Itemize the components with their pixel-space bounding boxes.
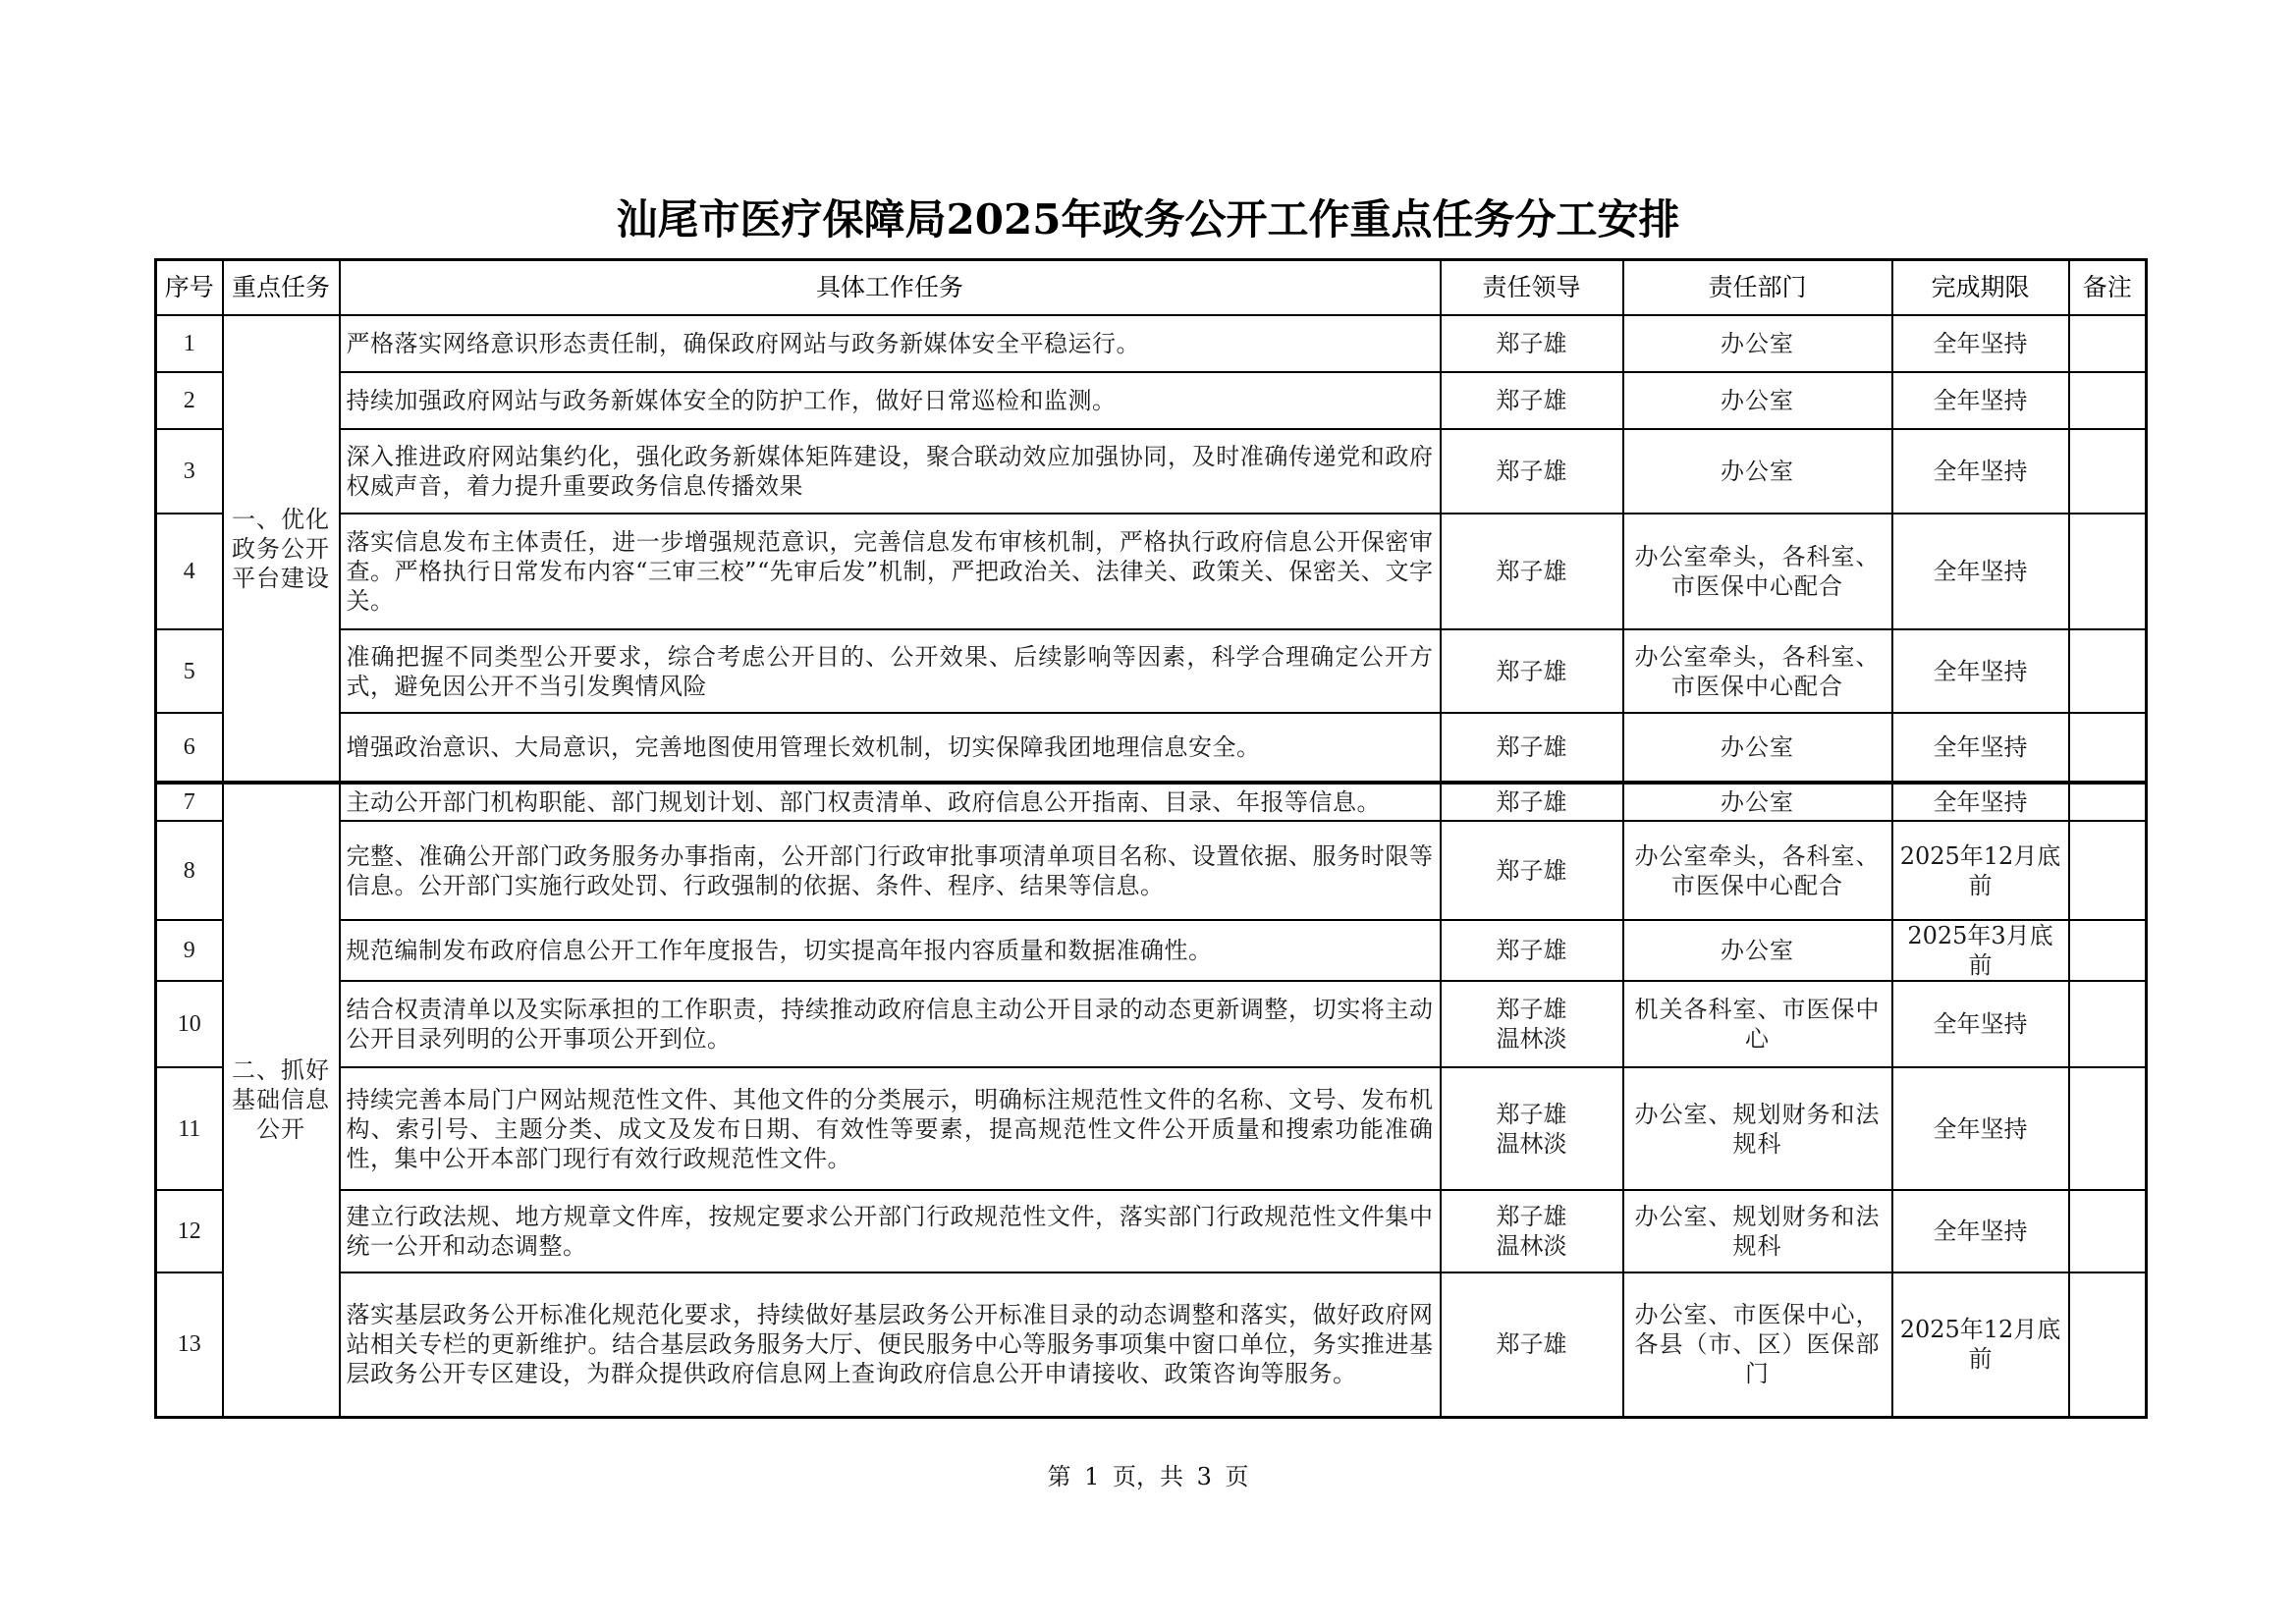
deadline-cell-line: 全年坚持 [1933, 788, 2028, 816]
deadline-cell [1892, 429, 2069, 514]
note-cell [2069, 1190, 2147, 1272]
leader-cell [1441, 514, 1623, 629]
deadline-cell [1892, 821, 2069, 920]
leader-cell-line: 温林淡 [1496, 1025, 1567, 1053]
header-key-task: 重点任务 [223, 260, 340, 316]
leader-cell [1441, 783, 1623, 821]
department-cell-line: 市医保中心配合 [1671, 572, 1843, 600]
row-seq: 10 [156, 981, 223, 1067]
leader-cell-line: 郑子雄 [1496, 558, 1567, 585]
deadline-cell-line: 前 [1968, 1345, 1993, 1374]
leader-cell-line: 郑子雄 [1496, 330, 1567, 357]
leader-cell-line: 郑子雄 [1496, 458, 1567, 485]
deadline-cell [1892, 372, 2069, 429]
note-cell [2069, 783, 2147, 821]
table-row [156, 429, 2147, 514]
department-cell [1623, 713, 1892, 783]
department-cell [1623, 821, 1892, 920]
work-task-cell: 结合权责清单以及实际承担的工作职责，持续推动政府信息主动公开目录的动态更新调整，切实将主动公开目录列明的公开事项公开到位。 [340, 981, 1441, 1067]
note-cell [2069, 429, 2147, 514]
table-row [156, 315, 2147, 372]
key-task-label-line: 政务公开 [232, 534, 330, 563]
department-cell [1623, 514, 1892, 629]
deadline-cell [1892, 315, 2069, 372]
leader-cell [1441, 920, 1623, 981]
note-cell [2069, 981, 2147, 1067]
key-task-label-line: 二、抓好 [232, 1056, 330, 1085]
deadline-cell-line: 全年坚持 [1933, 1218, 2028, 1245]
department-cell-line: 规科 [1732, 1232, 1782, 1260]
work-task-cell: 落实信息发布主体责任，进一步增强规范意识，完善信息发布审核机制，严格执行政府信息公开保密审查。严格执行日常发布内容“三审三校”“先审后发”机制，严把政治关、法律关、政策关、保密关、文字关。 [340, 514, 1441, 629]
department-cell-line: 办公室 [1721, 330, 1794, 357]
leader-cell [1441, 821, 1623, 920]
leader-cell-line: 郑子雄 [1496, 1100, 1567, 1128]
header-seq: 序号 [156, 260, 223, 316]
leader-cell-line: 温林淡 [1496, 1129, 1567, 1158]
department-cell-line: 心 [1745, 1025, 1770, 1053]
deadline-cell-line: 全年坚持 [1933, 657, 2028, 685]
department-cell [1623, 315, 1892, 372]
department-cell [1623, 372, 1892, 429]
leader-cell-line: 郑子雄 [1496, 657, 1567, 685]
deadline-cell-line: 全年坚持 [1933, 387, 2028, 414]
key-task-group [223, 783, 340, 1417]
note-cell [2069, 713, 2147, 783]
table-header-row [156, 260, 2147, 316]
department-cell-line: 各县（市、区）医保部 [1634, 1330, 1881, 1359]
header-note: 备注 [2069, 260, 2147, 316]
leader-cell [1441, 629, 1623, 713]
row-seq: 3 [156, 429, 223, 514]
header-department: 责任部门 [1623, 260, 1892, 316]
row-seq: 12 [156, 1190, 223, 1272]
department-cell-line: 办公室牵头，各科室、 [1634, 642, 1881, 671]
document-title: 汕尾市医疗保障局2025年政务公开工作重点任务分工安排 [616, 195, 1680, 244]
work-task-cell: 落实基层政务公开标准化规范化要求，持续做好基层政务公开标准目录的动态调整和落实，做好政府网站相关专栏的更新维护。结合基层政务服务大厅、便民服务中心等服务事项集中窗口单位，务实推进基层政务公开专区建设，为群众提供政府信息网上查询政府信息公开申请接收、政策咨询等服务。 [340, 1272, 1441, 1417]
department-cell-line: 机关各科室、市医保中 [1634, 996, 1881, 1023]
deadline-cell [1892, 514, 2069, 629]
department-cell [1623, 629, 1892, 713]
row-seq: 9 [156, 920, 223, 981]
row-seq: 8 [156, 821, 223, 920]
leader-cell [1441, 713, 1623, 783]
work-task-cell: 持续加强政府网站与政务新媒体安全的防护工作，做好日常巡检和监测。 [340, 372, 1441, 429]
department-cell [1623, 920, 1892, 981]
note-cell [2069, 1067, 2147, 1190]
deadline-cell-line: 全年坚持 [1933, 1114, 2028, 1143]
table-row [156, 1272, 2147, 1417]
key-task-label-line: 基础信息 [232, 1086, 330, 1114]
leader-cell-line: 郑子雄 [1496, 788, 1567, 816]
key-task-group [223, 315, 340, 783]
deadline-cell-line: 全年坚持 [1933, 558, 2028, 585]
table-row [156, 713, 2147, 783]
note-cell [2069, 1272, 2147, 1417]
work-task-cell: 主动公开部门机构职能、部门规划计划、部门权责清单、政府信息公开指南、目录、年报等信息。 [340, 783, 1441, 821]
row-seq: 5 [156, 629, 223, 713]
deadline-cell-line: 全年坚持 [1933, 458, 2028, 485]
leader-cell-line: 郑子雄 [1496, 856, 1567, 885]
table-row [156, 821, 2147, 920]
note-cell [2069, 372, 2147, 429]
table-row [156, 920, 2147, 981]
deadline-cell-line: 全年坚持 [1933, 1010, 2028, 1038]
key-task-label-line: 一、优化 [232, 505, 330, 533]
table-row [156, 629, 2147, 713]
leader-cell [1441, 315, 1623, 372]
leader-cell [1441, 429, 1623, 514]
deadline-cell [1892, 1190, 2069, 1272]
department-cell-line: 门 [1745, 1360, 1770, 1388]
deadline-cell [1892, 783, 2069, 821]
task-table [154, 258, 2148, 1419]
header-work-task: 具体工作任务 [340, 260, 1441, 316]
department-cell-line: 办公室 [1721, 733, 1794, 761]
leader-cell [1441, 1272, 1623, 1417]
leader-cell-line: 郑子雄 [1496, 387, 1567, 414]
deadline-cell-line: 2025年12月底 [1899, 841, 2061, 870]
work-task-cell: 规范编制发布政府信息公开工作年度报告，切实提高年报内容质量和数据准确性。 [340, 920, 1441, 981]
department-cell [1623, 981, 1892, 1067]
department-cell-line: 办公室 [1721, 387, 1794, 414]
table-body [156, 315, 2147, 1417]
table-row [156, 1067, 2147, 1190]
row-seq: 2 [156, 372, 223, 429]
leader-cell-line: 郑子雄 [1496, 937, 1567, 964]
department-cell-line: 办公室、市医保中心， [1634, 1301, 1881, 1329]
deadline-cell [1892, 981, 2069, 1067]
department-cell-line: 办公室 [1721, 937, 1794, 964]
leader-cell [1441, 1067, 1623, 1190]
note-cell [2069, 629, 2147, 713]
leader-cell-line: 郑子雄 [1496, 733, 1567, 761]
deadline-cell [1892, 920, 2069, 981]
row-seq: 4 [156, 514, 223, 629]
work-task-cell: 完整、准确公开部门政务服务办事指南，公开部门行政审批事项清单项目名称、设置依据、服务时限等信息。公开部门实施行政处罚、行政强制的依据、条件、程序、结果等信息。 [340, 821, 1441, 920]
deadline-cell [1892, 713, 2069, 783]
note-cell [2069, 920, 2147, 981]
leader-cell [1441, 372, 1623, 429]
table-row [156, 783, 2147, 821]
department-cell [1623, 1190, 1892, 1272]
deadline-cell-line: 全年坚持 [1933, 330, 2028, 357]
leader-cell-line: 郑子雄 [1496, 1330, 1567, 1359]
row-seq: 11 [156, 1067, 223, 1190]
leader-cell-line: 郑子雄 [1496, 996, 1567, 1023]
note-cell [2069, 315, 2147, 372]
leader-cell-line: 郑子雄 [1496, 1203, 1567, 1230]
leader-cell-line: 温林淡 [1496, 1232, 1567, 1260]
work-task-cell: 准确把握不同类型公开要求，综合考虑公开目的、公开效果、后续影响等因素，科学合理确定公开方式，避免因公开不当引发舆情风险 [340, 629, 1441, 713]
department-cell [1623, 1272, 1892, 1417]
department-cell-line: 市医保中心配合 [1671, 672, 1843, 700]
table-row [156, 372, 2147, 429]
key-task-label-line: 平台建设 [232, 564, 330, 592]
row-seq: 1 [156, 315, 223, 372]
note-cell [2069, 821, 2147, 920]
work-task-cell: 增强政治意识、大局意识，完善地图使用管理长效机制，切实保障我团地理信息安全。 [340, 713, 1441, 783]
row-seq: 7 [156, 783, 223, 821]
department-cell [1623, 1067, 1892, 1190]
department-cell-line: 办公室、规划财务和法 [1634, 1203, 1881, 1230]
work-task-cell: 持续完善本局门户网站规范性文件、其他文件的分类展示，明确标注规范性文件的名称、文号、发布机构、索引号、主题分类、成文及发布日期、有效性等要素，提高规范性文件公开质量和搜索功能准确性，集中公开本部门现行有效行政规范性文件。 [340, 1067, 1441, 1190]
department-cell-line: 办公室牵头，各科室、 [1634, 841, 1881, 870]
key-task-label-line: 公开 [256, 1115, 305, 1144]
header-leader: 责任领导 [1441, 260, 1623, 316]
deadline-cell-line: 前 [1968, 871, 1993, 899]
department-cell-line: 办公室牵头，各科室、 [1634, 543, 1881, 570]
table-row [156, 1190, 2147, 1272]
page-number: 第 1 页，共 3 页 [1047, 1463, 1249, 1490]
deadline-cell [1892, 629, 2069, 713]
department-cell-line: 办公室 [1721, 458, 1794, 485]
leader-cell [1441, 981, 1623, 1067]
leader-cell [1441, 1190, 1623, 1272]
row-seq: 6 [156, 713, 223, 783]
department-cell-line: 办公室 [1721, 788, 1794, 816]
table-row [156, 981, 2147, 1067]
department-cell-line: 市医保中心配合 [1671, 871, 1843, 899]
note-cell [2069, 514, 2147, 629]
department-cell [1623, 783, 1892, 821]
deadline-cell-line: 全年坚持 [1933, 733, 2028, 761]
table-row [156, 514, 2147, 629]
deadline-cell-line: 2025年12月底 [1899, 1316, 2061, 1344]
work-task-cell: 严格落实网络意识形态责任制，确保政府网站与政务新媒体安全平稳运行。 [340, 315, 1441, 372]
work-task-cell: 深入推进政府网站集约化，强化政务新媒体矩阵建设，聚合联动效应加强协同，及时准确传递党和政府权威声音，着力提升重要政务信息传播效果 [340, 429, 1441, 514]
deadline-cell [1892, 1272, 2069, 1417]
department-cell-line: 规科 [1732, 1129, 1782, 1158]
header-deadline: 完成期限 [1892, 260, 2069, 316]
work-task-cell: 建立行政法规、地方规章文件库，按规定要求公开部门行政规范性文件，落实部门行政规范性文件集中统一公开和动态调整。 [340, 1190, 1441, 1272]
department-cell [1623, 429, 1892, 514]
deadline-cell-line: 2025年3月底前 [1907, 922, 2053, 979]
row-seq: 13 [156, 1272, 223, 1417]
deadline-cell [1892, 1067, 2069, 1190]
department-cell-line: 办公室、规划财务和法 [1634, 1100, 1881, 1128]
